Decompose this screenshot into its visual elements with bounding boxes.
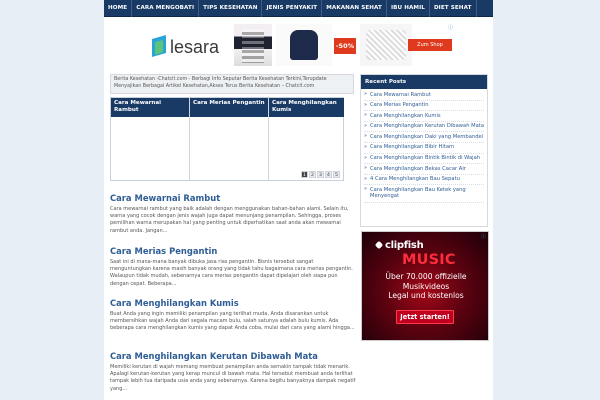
clipfish-line2: Legal und kostenlos: [388, 291, 464, 300]
lesara-banner-ad[interactable]: [148, 24, 456, 66]
recent-post-link[interactable]: » Cara Menghilangkan Daki yang Membandel: [364, 132, 484, 143]
post-item: [110, 351, 356, 393]
slider-pager: [300, 171, 340, 179]
featured-column[interactable]: [111, 98, 190, 181]
post-title[interactable]: Cara Menghilangkan Kumis: [110, 298, 239, 308]
pager-page-4[interactable]: 4: [325, 171, 332, 178]
recent-post-link[interactable]: » Cara Menghilangkan Bintik Bintik di Wajah: [364, 154, 484, 165]
recent-post-link[interactable]: » Cara Menghilangkan Kumis: [364, 111, 484, 122]
post-title[interactable]: Cara Merias Pengantin: [110, 246, 218, 256]
info-icon[interactable]: ⓘ: [448, 25, 454, 31]
post-title[interactable]: Cara Mewarnai Rambut: [110, 193, 221, 203]
ad-dress-image: [234, 24, 272, 66]
clipfish-music-title: MUSIC: [402, 252, 456, 268]
featured-title[interactable]: Cara Menghilangkan Kumis: [269, 98, 344, 117]
shop-button[interactable]: Zum Shop: [408, 39, 452, 51]
nav-item-tips-kesehatan[interactable]: TIPS KESEHATAN: [199, 0, 262, 17]
clipfish-tagline: [362, 272, 489, 301]
nav-item-diet-sehat[interactable]: DIET SEHAT: [430, 0, 477, 17]
recent-post-link[interactable]: » Cara Mewarnai Rambut: [364, 90, 484, 101]
info-icon[interactable]: ⓘ: [480, 234, 486, 240]
clipfish-line1: Über 70.000 offizielle Musikvideos: [385, 272, 467, 291]
clipfish-logo: [376, 240, 423, 251]
recent-post-link[interactable]: » Cara Menghilangkan Bekas Cacar Air: [364, 164, 484, 175]
featured-title[interactable]: Cara Merias Pengantin: [190, 98, 268, 117]
pager-page-5[interactable]: 5: [333, 171, 340, 178]
discount-badge: -50%: [334, 38, 356, 54]
lesara-logo: [152, 35, 226, 57]
nav-item-cara-mengobati[interactable]: CARA MENGOBATI: [132, 0, 199, 17]
pager-page-2[interactable]: 2: [309, 171, 316, 178]
recent-post-link[interactable]: » Cara Menghilangkan Kerutan Dibawah Mata: [364, 122, 484, 133]
post-excerpt: Memiliki kerutan di wajah memang membuat penampilan anda semakin tampak tidak menarik. Apalagi kerutan-kerutan yang kerap muncul di bawah mata. Hal tersebut membuat anda terlihat tampak lebih tua daripada usia anda yang sebenarnya. Karena begitu banyaknya dampak negatif yang...: [110, 364, 356, 392]
recent-posts-heading: Recent Posts: [361, 75, 487, 89]
recent-posts-list: [361, 89, 487, 204]
nav-item-home[interactable]: HOME: [104, 0, 132, 17]
recent-post-link[interactable]: » Cara Menghilangkan Bibir Hitam: [364, 143, 484, 154]
post-item: [110, 246, 356, 288]
post-item: [110, 298, 356, 333]
clipfish-logo-icon: [375, 241, 383, 249]
nav-item-ibu-hamil[interactable]: IBU HAMIL: [387, 0, 430, 17]
breadcrumb: Berita Kesehatan -Chatcit.com - Berbagi Info Seputar Berita Kesehatan Terkini,Terupdate Menyajikan Berbagai Artikel Kesehatan,Akses Terus Berita Kesehatan – Chatcit.com: [110, 74, 354, 94]
pager-page-1[interactable]: 1: [301, 171, 308, 178]
post-excerpt: Buat Anda yang ingin memiliki penampilan yang terlihat muda, Anda disarankan untuk membersihkan wajah Anda dari segala macam bulu, salah satunya adalah bulu kumis. Ada beberapa cara menghilangkan kumis yang dapat Anda coba, mulai dari cara yang alami hingga...: [110, 311, 355, 332]
clipfish-cta-button[interactable]: Jetzt starten!: [396, 310, 454, 324]
clipfish-music-ad[interactable]: [361, 231, 489, 341]
featured-column[interactable]: [190, 98, 269, 181]
ad-top-image: [276, 24, 332, 66]
pager-page-3[interactable]: 3: [317, 171, 324, 178]
post-title[interactable]: Cara Menghilangkan Kerutan Dibawah Mata: [110, 351, 318, 361]
post-item: [110, 193, 356, 235]
main-nav: [104, 0, 493, 17]
featured-slider: [110, 97, 344, 181]
recent-post-link[interactable]: » 4 Cara Menghilangkan Bau Sepatu: [364, 175, 484, 186]
ad-lace-image: [360, 24, 412, 66]
nav-item-jenis-penyakit[interactable]: JENIS PENYAKIT: [262, 0, 322, 17]
nav-item-makanan-sehat[interactable]: MAKANAN SEHAT: [322, 0, 387, 17]
featured-title[interactable]: Cara Mewarnai Rambut: [111, 98, 189, 117]
recent-posts-widget: [360, 74, 488, 227]
clipfish-logo-text: clipfish: [385, 240, 424, 251]
post-excerpt: Cara mewarnai rambut yang baik adalah dengan menggunakan bahan-bahan alami. Selain itu, warna yang cocok dengan jenis wajah juga dapat menunjang penampilan. Sehingga, proses pemilihan warna merupakan hal yang penting untuk diperhatikan saat anda akan mewarnai rambut anda. Jangan...: [110, 206, 349, 234]
recent-post-link[interactable]: » Cara Merias Pengantin: [364, 101, 484, 112]
post-excerpt: Saat ini di mana-mana banyak dibuka jasa rias pengantin. Bisnis tersebut sangat menguntungkan karena masih banyak orang yang tidak tahu bagaimana cara merias pengantin. Walaupun tidak mudah, sebenarnya cara merias pengantin dapat dipelajari oleh siapa pun dengan cepat. Beberapa...: [110, 259, 353, 287]
recent-post-link[interactable]: » Cara Menghilangkan Bau Ketek yang Menyengat: [364, 185, 484, 202]
lesara-brand-text: lesara: [170, 37, 220, 57]
featured-column[interactable]: [269, 98, 344, 181]
